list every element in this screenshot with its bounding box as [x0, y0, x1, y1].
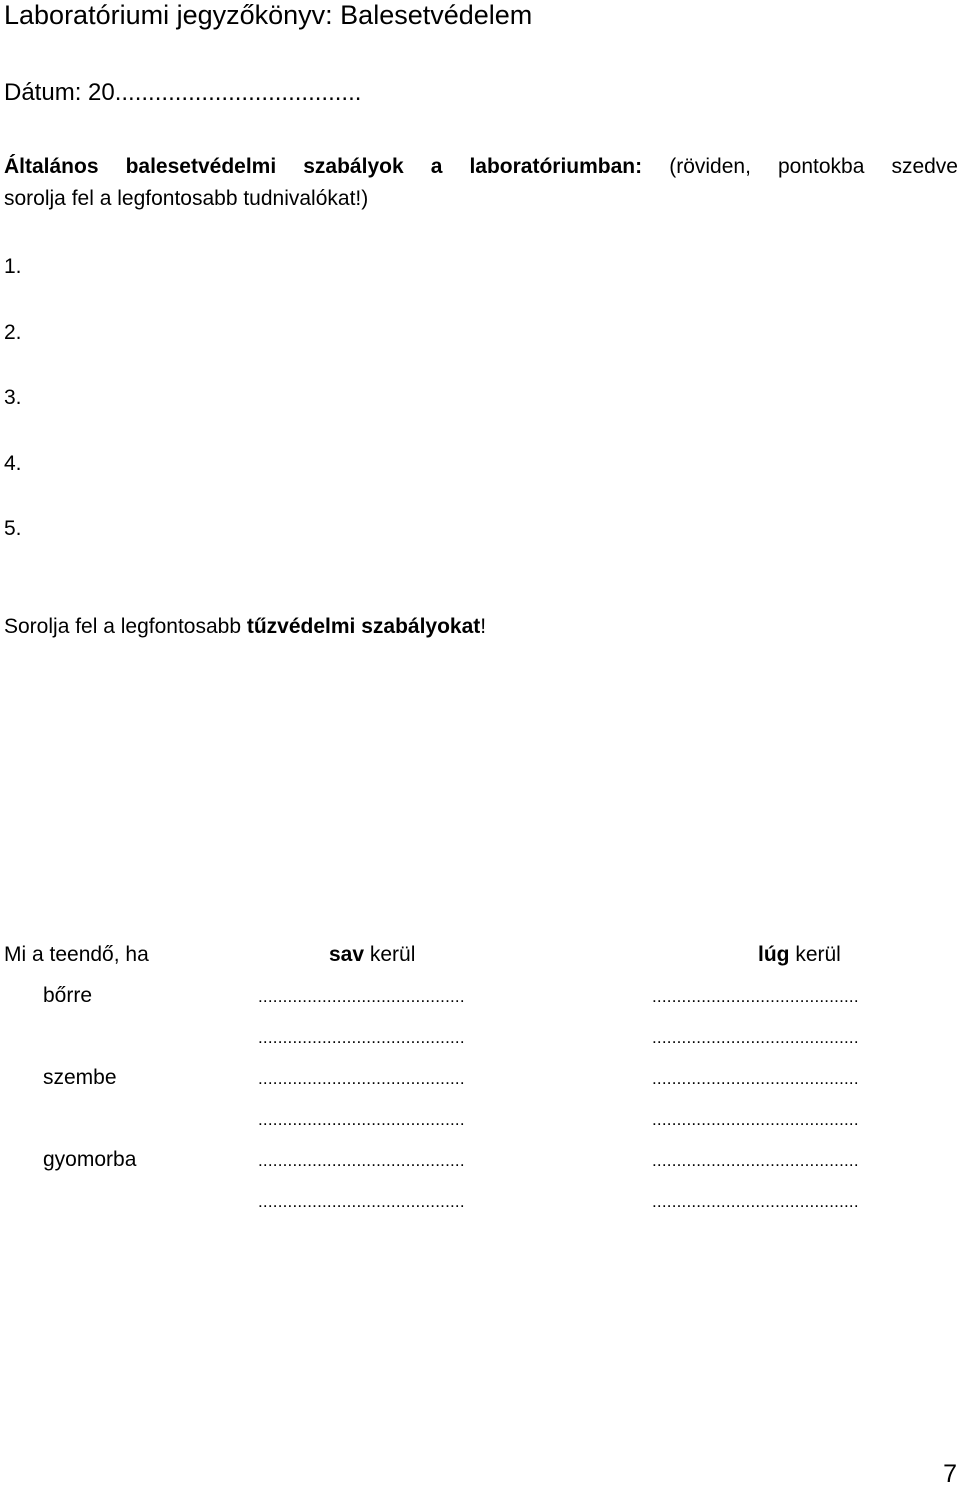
rules-word: Általános [4, 155, 99, 178]
answer-line: .......................................... [652, 1069, 859, 1088]
answer-line: .......................................... [652, 1151, 859, 1170]
rules-word: (röviden, [669, 155, 751, 178]
page-title: Laboratóriumi jegyzőkönyv: Balesetvédelem [4, 0, 533, 30]
base-word: lúg [758, 943, 790, 966]
rules-word: a [430, 155, 443, 178]
answer-line: .......................................... [652, 1028, 859, 1047]
date-field: Dátum: 20..................................... [4, 79, 362, 106]
answer-line: .......................................... [652, 1110, 859, 1129]
rule-number-3: 3. [4, 386, 22, 409]
row-label-stomach: gyomorba [43, 1148, 137, 1171]
row-label-skin: bőrre [43, 984, 93, 1007]
rule-number-1: 1. [4, 255, 22, 278]
answer-line: .......................................... [258, 1028, 465, 1047]
rules-heading [4, 154, 958, 180]
rule-number-5: 5. [4, 517, 22, 540]
page-number: 7 [943, 1460, 957, 1488]
fire-safety-question [4, 614, 486, 640]
answer-line: .......................................... [258, 1192, 465, 1211]
rules-instruction: sorolja fel a legfontosabb tudnivalókat!) [4, 187, 369, 210]
answer-line: .......................................... [258, 1069, 465, 1088]
rule-number-4: 4. [4, 452, 22, 475]
rules-word: pontokba [777, 155, 865, 178]
answer-line: .......................................... [652, 1192, 859, 1211]
acid-word: sav [329, 943, 365, 966]
rules-word: szabályok [303, 155, 404, 178]
table-header-acid [329, 942, 415, 968]
fire-suffix: ! [480, 615, 487, 638]
table-header-label: Mi a teendő, ha [4, 943, 149, 966]
fire-prefix: Sorolja fel a legfontosabb [4, 615, 247, 638]
rules-word: laboratóriumban: [469, 155, 643, 178]
answer-line: .......................................... [258, 1110, 465, 1129]
answer-line: .......................................... [652, 987, 859, 1006]
fire-bold: tűzvédelmi szabályokat [246, 615, 481, 638]
row-label-eye: szembe [43, 1066, 117, 1089]
rule-number-2: 2. [4, 321, 22, 344]
acid-rest: kerül [364, 943, 416, 966]
table-header-base [758, 942, 841, 968]
rules-word: szedve [891, 155, 958, 178]
answer-line: .......................................... [258, 1151, 465, 1170]
base-rest: kerül [789, 943, 841, 966]
rules-word: balesetvédelmi [125, 155, 277, 178]
answer-line: .......................................... [258, 987, 465, 1006]
